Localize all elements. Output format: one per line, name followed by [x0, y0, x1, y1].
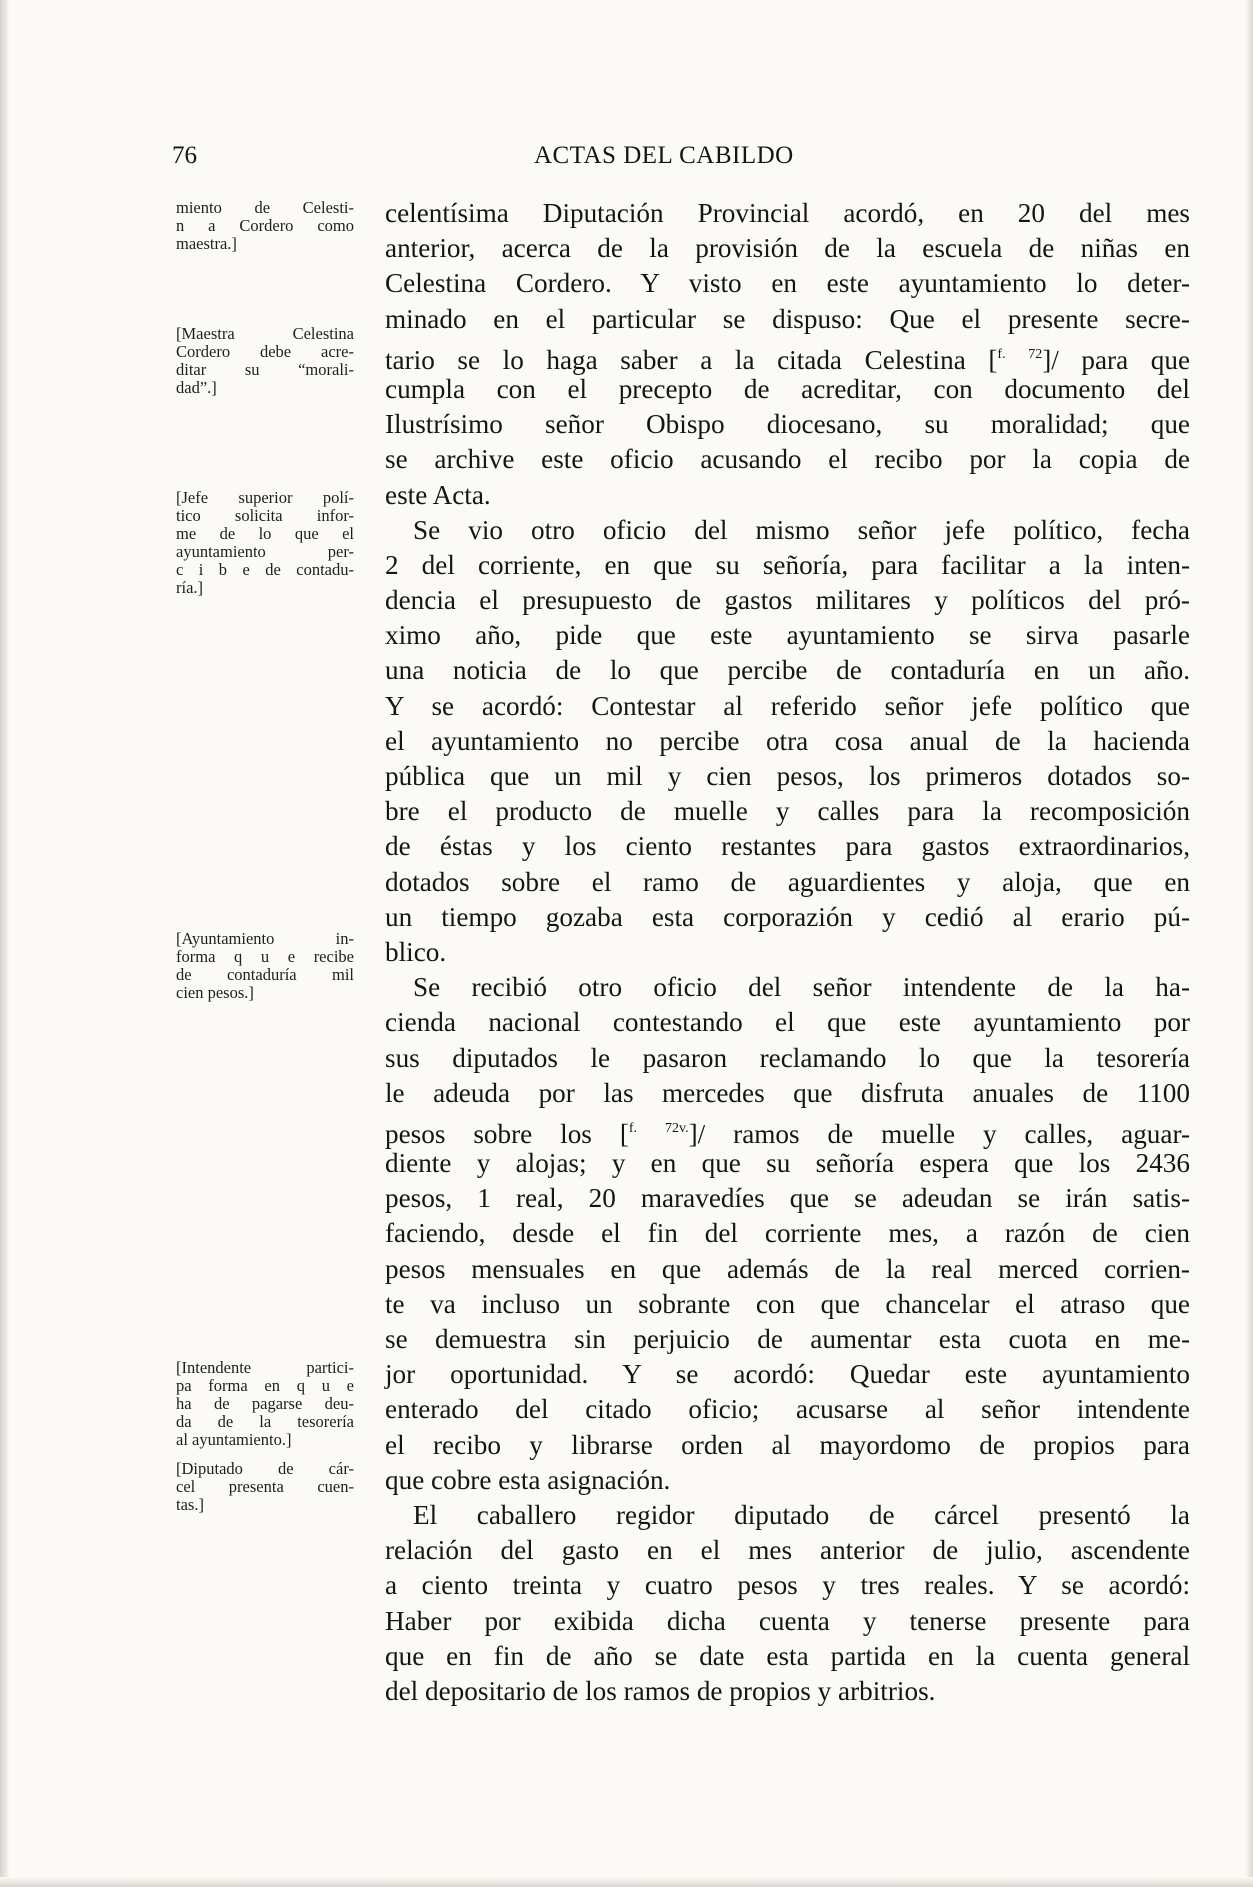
text-line: enterado del citado oficio; acusarse al señor intendente [385, 1394, 1190, 1425]
margin-note-line: dad”.] [176, 378, 217, 397]
text-line: Y se acordó: Contestar al referido señor jefe político que [385, 690, 1190, 721]
text-line: el recibo y librarse orden al mayordomo de propios para [385, 1429, 1190, 1460]
text-line: bre el producto de muelle y calles para la recomposición [385, 796, 1190, 827]
page-edge-shadow [0, 1877, 1253, 1887]
text-line: dotados sobre el ramo de aguardientes y aloja, que en [385, 866, 1190, 897]
text-fragment: pesos sobre los [385, 1118, 592, 1149]
margin-note-line: forma q u e recibe [176, 947, 354, 966]
text-line: se demuestra sin perjuicio de aumentar esta cuota en me- [385, 1324, 1190, 1354]
text-fragment: tario se lo haga saber a la citada Celestina [385, 344, 966, 375]
text-line: Se vio otro oficio del mismo señor jefe político, fecha [413, 514, 1190, 545]
text-line: te va incluso un sobrante con que chancelar el atraso que [385, 1288, 1190, 1319]
text-line: minado en el particular se dispuso: Que el presente secre- [385, 303, 1190, 334]
text-line: relación del gasto en el mes anterior de julio, ascendente [385, 1535, 1190, 1566]
page-edge-shadow [1245, 0, 1253, 1887]
margin-note-line: tico solicita infor- [176, 506, 354, 525]
text-line: cumpla con el precepto de acreditar, con documento del [385, 373, 1190, 404]
margin-note-line: miento de Celesti- [176, 198, 354, 217]
running-head: ACTAS DEL CABILDO [534, 142, 794, 169]
text-line: blico. [385, 936, 447, 967]
text-fragment: ramos de muelle y calles, aguar- [733, 1118, 1191, 1149]
margin-note-line: tas.] [176, 1495, 204, 1514]
text-line: el ayuntamiento no percibe otra cosa anual de la hacienda [385, 725, 1190, 756]
text-line: que cobre esta asignación. [385, 1464, 671, 1495]
text-line: diente y alojas; y en que su señoría espera que los 2436 [385, 1148, 1190, 1179]
text-line: El caballero regidor diputado de cárcel presentó la [413, 1499, 1190, 1530]
text-line: de éstas y los ciento restantes para gastos extraordinarios, [385, 831, 1190, 862]
text-line: sus diputados le pasaron reclamando lo que la tesorería [385, 1042, 1190, 1073]
margin-note-line: me de lo que el [176, 524, 354, 543]
folio-reference: [$^{f.}$ $^{72}$]/ [988, 344, 1059, 375]
margin-note-line: da de la tesorería [176, 1412, 354, 1431]
text-line: Haber por exibida dicha cuenta y tenerse presente para [385, 1605, 1190, 1636]
margin-note-line: cel presenta cuen- [176, 1477, 354, 1496]
text-line: se archive este oficio acusando el recibo por la copia de [385, 444, 1190, 475]
text-fragment: para que [1081, 344, 1191, 375]
margin-note [176, 1460, 354, 1514]
margin-note-line: ha de pagarse deu- [176, 1394, 354, 1413]
margin-note-line: c i b e de contadu- [176, 560, 354, 579]
text-line: Celestina Cordero. Y visto en este ayuntamiento lo deter- [385, 268, 1190, 299]
text-line: cienda nacional contestando el que este ayuntamiento por [385, 1007, 1190, 1038]
text-line: que en fin de año se date esta partida en la cuenta general [385, 1640, 1190, 1671]
margin-note-line: cien pesos.] [176, 983, 254, 1002]
text-line: una noticia de lo que percibe de contaduría en un año. [385, 655, 1190, 686]
text-line: un tiempo gozaba esta corporazión y cedió al erario pú- [385, 901, 1190, 932]
text-line: ximo año, pide que este ayuntamiento se sirva pasarle [385, 620, 1190, 651]
margin-note [176, 199, 354, 253]
margin-note-line: n a Cordero como [176, 216, 354, 235]
margin-note [176, 1359, 354, 1449]
body-text [385, 196, 1190, 1709]
text-line: celentísima Diputación Provincial acordó, en 20 del mes [385, 198, 1190, 228]
text-line: 2 del corriente, en que su señoría, para facilitar a la inten- [385, 549, 1190, 580]
margin-note [176, 930, 354, 1002]
margin-note-line: al ayuntamiento.] [176, 1430, 292, 1449]
text-line: le adeuda por las mercedes que disfruta anuales de 1100 [385, 1077, 1190, 1108]
text-line: Ilustrísimo señor Obispo diocesano, su moralidad; que [385, 409, 1190, 440]
page-edge-shadow [0, 0, 10, 1887]
page-number: 76 [172, 142, 197, 169]
text-line: pesos, 1 real, 20 maravedíes que se adeudan se irán satis- [385, 1183, 1190, 1214]
margin-note-line: maestra.] [176, 234, 237, 253]
text-line: este Acta. [385, 479, 491, 510]
text-line: jor oportunidad. Y se acordó: Quedar este ayuntamiento [385, 1359, 1190, 1390]
margin-note-line: Cordero debe acre- [176, 342, 354, 361]
text-line: a ciento treinta y cuatro pesos y tres reales. Y se acordó: [385, 1570, 1190, 1601]
margin-note-line: ría.] [176, 578, 204, 597]
text-line: dencia el presupuesto de gastos militares y políticos del pró- [385, 585, 1190, 616]
folio-reference: [$^{f.}$ $^{72v.}$]/ [619, 1118, 706, 1149]
text-line: del depositario de los ramos de propios y arbitrios. [385, 1675, 936, 1706]
margin-note-line: [Ayuntamiento in- [176, 929, 354, 948]
margin-note-line: [Intendente partici- [176, 1358, 354, 1377]
text-line: faciendo, desde el fin del corriente mes, a razón de cien [385, 1218, 1190, 1249]
text-line: anterior, acerca de la provisión de la escuela de niñas en [385, 233, 1190, 264]
margin-note-line: [Maestra Celestina [176, 324, 354, 343]
margin-note-line: de contaduría mil [176, 965, 354, 984]
margin-note-line: [Jefe superior polí- [176, 488, 354, 507]
text-line: pesos mensuales en que además de la real merced corrien- [385, 1253, 1190, 1284]
text-line: pública que un mil y cien pesos, los primeros dotados so- [385, 761, 1190, 791]
margin-note-line: ayuntamiento per- [176, 542, 354, 561]
margin-note [176, 489, 354, 597]
text-line: Se recibió otro oficio del señor intendente de la ha- [413, 972, 1190, 1003]
margin-note [176, 325, 354, 397]
text-line [385, 337, 1191, 375]
margin-note-line: ditar su “morali- [176, 360, 354, 379]
margin-note-line: pa forma en q u e [176, 1376, 354, 1395]
text-line [385, 1111, 1191, 1149]
margin-note-line: [Diputado de cár- [176, 1459, 354, 1478]
